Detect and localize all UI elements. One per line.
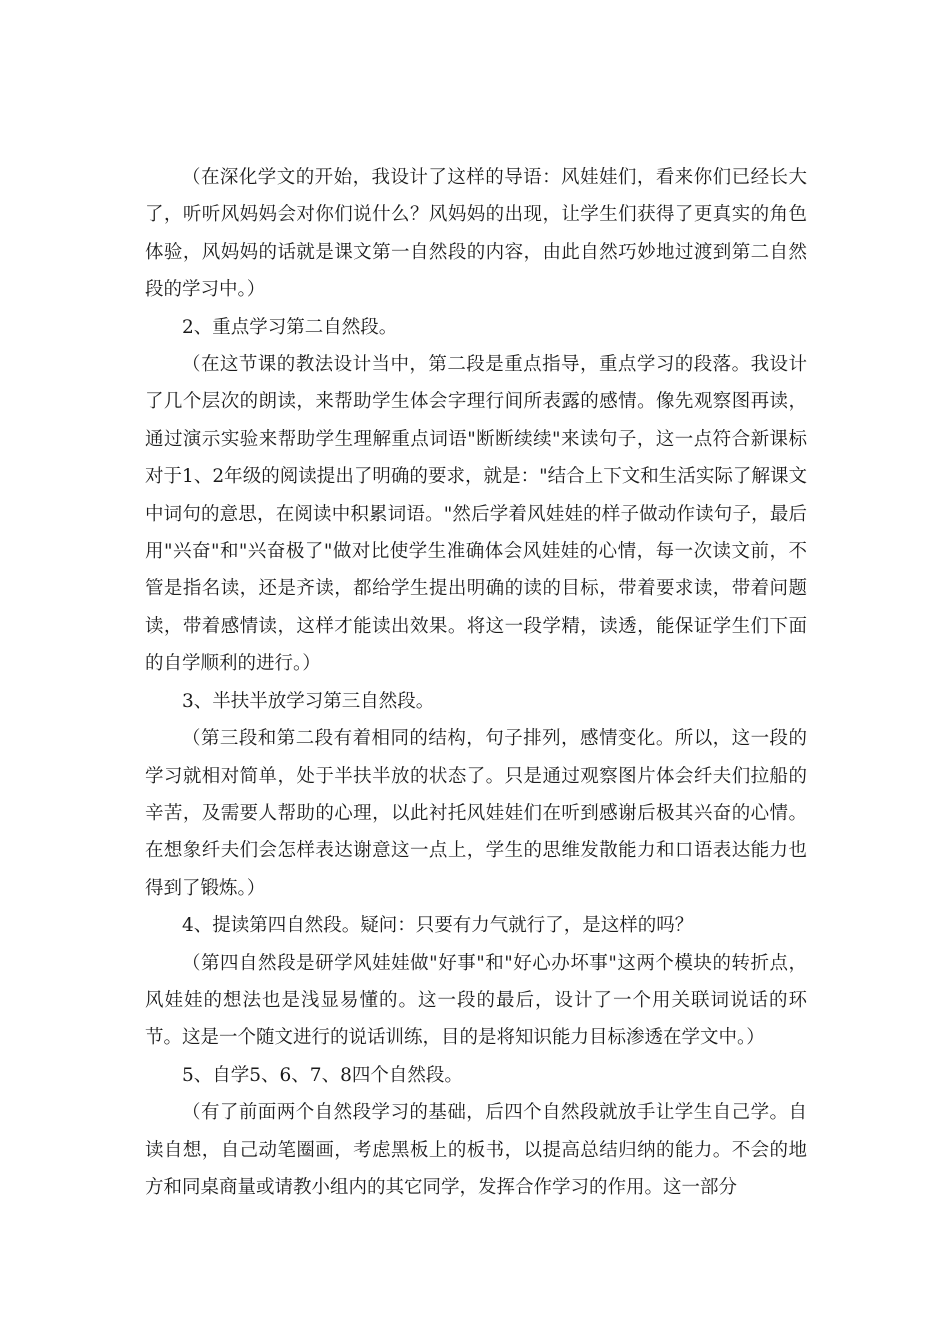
paragraph-intro-note: （在深化学文的开始，我设计了这样的导语：风娃娃们，看来你们已经长大了，听听风妈妈会对你们说什么？风妈妈的出现，让学生们获得了更真实的角色体验，风妈妈的话就是课文第一自然段的内容，由此自然巧妙地过渡到第二自然段的学习中。） [145, 167, 807, 301]
paragraph-section-3-note: （第三段和第二段有着相同的结构，句子排列，感情变化。所以，这一段的学习就相对简单，处于半扶半放的状态了。只是通过观察图片体会纤夫们拉船的辛苦，及需要人帮助的心理，以此衬托风娃娃们在听到感谢后极其兴奋的心情。在想象纤夫们会怎样表达谢意这一点上，学生的思维发散能力和口语表达能力也得到了锻炼。） [145, 728, 807, 899]
paragraph-section-5-note: （有了前面两个自然段学习的基础，后四个自然段就放手让学生自己学。自读自想，自己动笔圈画，考虑黑板上的板书，以提高总结归纳的能力。不会的地方和同桌商量或请教小组内的其它同学，发挥合作学习的作用。这一部分 [145, 1102, 807, 1198]
section-heading-5: 5、自学5、6、7、8四个自然段。 [182, 1064, 463, 1086]
document-page [145, 159, 807, 1206]
paragraph-section-4-note: （第四自然段是研学风娃娃做"好事"和"好心办坏事"这两个模块的转折点，风娃娃的想法也是浅显易懂的。这一段的最后，设计了一个用关联词说话的环节。这是一个随文进行的说话训练，目的是将知识能力目标渗透在学文中。） [145, 952, 807, 1049]
section-heading-2: 2、重点学习第二自然段。 [182, 316, 398, 338]
section-heading-4: 4、提读第四自然段。疑问：只要有力气就行了，是这样的吗？ [182, 915, 694, 937]
section-heading-3: 3、半扶半放学习第三自然段。 [182, 690, 435, 712]
paragraph-section-2-note: （在这节课的教法设计当中，第二段是重点指导，重点学习的段落。我设计了几个层次的朗读，来帮助学生体会字理行间所表露的感情。像先观察图再读，通过演示实验来帮助学生理解重点词语"断断续续"来读句子，这一点符合新课标对于1、2年级的阅读提出了明确的要求，就是："结合上下文和生活实际了解课文中词句的意思，在阅读中积累词语。"然后学着风娃娃的样子做动作读句子，最后用"兴奋"和"兴奋极了"做对比使学生准确体会风娃娃的心情，每一次读文前，不管是指名读，还是齐读，都给学生提出明确的读的目标，带着要求读，带着问题读，带着感情读，这样才能读出效果。将这一段学精，读透，能保证学生们下面的自学顺利的进行。） [145, 354, 807, 675]
